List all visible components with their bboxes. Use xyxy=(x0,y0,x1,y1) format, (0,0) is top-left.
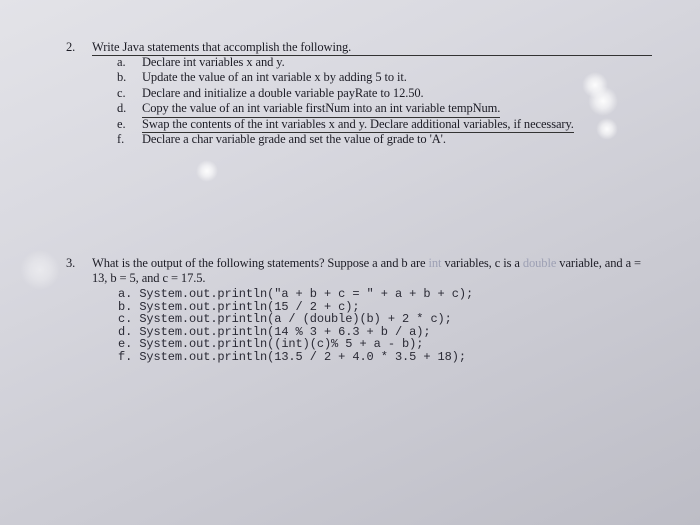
item-label: b. xyxy=(117,70,127,85)
camera-glare xyxy=(196,160,218,182)
question-item xyxy=(66,55,646,70)
stem-keyword-int: int xyxy=(428,256,442,270)
question-item xyxy=(66,70,646,85)
code-text: System.out.println(14 % 3 + 6.3 + b / a); xyxy=(139,324,431,339)
item-text: Declare and initialize a double variable payRate to 12.50. xyxy=(142,85,424,100)
code-label: b. xyxy=(118,299,133,314)
code-label: c. xyxy=(118,312,133,326)
code-text: System.out.println(13.5 / 2 + 4.0 * 3.5 + 18); xyxy=(139,349,466,364)
question-item xyxy=(66,101,646,116)
item-text: Declare a char variable grade and set the value of grade to 'A'. xyxy=(142,131,446,146)
code-text: System.out.println((int)(c)% 5 + a - b); xyxy=(139,337,424,351)
item-text: Declare int variables x and y. xyxy=(142,55,285,69)
code-label: e. xyxy=(118,337,133,351)
question-item xyxy=(66,86,646,101)
code-text: System.out.println("a + b + c = " + a + b + c); xyxy=(139,287,474,301)
question-stem: Write Java statements that accomplish the following. xyxy=(92,40,652,56)
question-items xyxy=(66,55,646,147)
stem-keyword-double: double xyxy=(522,256,557,270)
item-label: a. xyxy=(117,55,126,69)
code-label: f. xyxy=(118,349,133,364)
stem-text: What is the output of the following statements? Suppose a and b are xyxy=(92,256,429,270)
stem-line-2: 13, b = 5, and c = 17.5. xyxy=(92,271,206,285)
question-item xyxy=(66,117,646,132)
item-text: Swap the contents of the int variables x and y. Declare additional variables, if necessary. xyxy=(142,117,574,133)
code-text: System.out.println(15 / 2 + c); xyxy=(139,299,360,314)
camera-glare xyxy=(20,250,60,290)
item-label: f. xyxy=(117,131,125,146)
item-text: Update the value of an int variable x by adding 5 to it. xyxy=(142,70,407,85)
code-label: a. xyxy=(118,287,133,301)
code-label: d. xyxy=(118,324,133,339)
item-label: e. xyxy=(117,116,126,131)
question-item xyxy=(66,132,646,147)
code-text: System.out.println(a / (double)(b) + 2 * c); xyxy=(139,312,452,326)
stem-text: variables, c is a xyxy=(441,256,523,270)
stem-text: variable, and a = xyxy=(556,256,641,270)
question-number: 2. xyxy=(66,40,76,54)
code-listing xyxy=(118,288,473,363)
question-number: 3. xyxy=(66,256,76,270)
item-label: d. xyxy=(117,101,127,116)
item-text: Copy the value of an int variable firstNum into an int variable tempNum. xyxy=(142,101,500,117)
item-label: c. xyxy=(117,85,126,100)
question-stem xyxy=(92,256,682,286)
code-line xyxy=(118,351,473,364)
